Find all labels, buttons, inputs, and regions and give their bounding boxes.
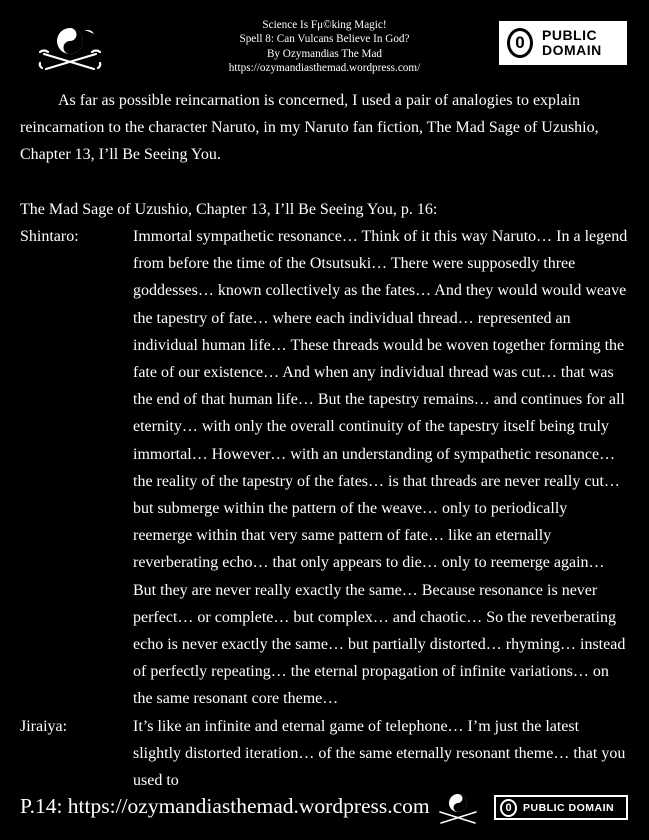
header-url: https://ozymandiasthemad.wordpress.com/	[228, 61, 421, 74]
speech-text: Immortal sympathetic resonance… Think of it this way Naruto… In a legend from before the time of the Otsutsuki… There were supposedly three goddesses… known collectively as the fates… And they would would weave the tapestry of fate… where each individual thread… represented an individual human life… These threads would be woven together forming the fate of our existence… And when any individual thread was cut… that was the end of that human life… But the tapestry remains… and continues for all eternity… with only the overall continuity of the tapestry itself being truly immortal… However… with an understanding of sympathetic resonance… the reality of the tapestry of the fates… is that threads are never really cut… but submerge within the pattern of the weave… only to periodically reemerge within that very same pattern of fate… like an eternally reverberating echo… that only appears to die… only to reemerge again… But they are never really exactly the same… Because resonance is never perfect… or complete… but complex… and chaotic… So the reverberating echo is never exactly the same… but partially distorted… rhyming… instead of perfectly repeating… the eternal propagation of infinite variations… on the same resonant core theme…	[133, 228, 628, 708]
intro-paragraph: As far as possible reincarnation is concerned, I used a pair of analogies to explain reincarnation to the character Naruto, in my Naruto fan fiction, The Mad Sage of Uzushio, Chapter 13, I’ll Be Seeing You.	[20, 92, 599, 164]
book-title: Science Is Fμ©king Magic!	[262, 19, 387, 31]
paragraph-spacer	[20, 169, 630, 196]
citation-line: The Mad Sage of Uzushio, Chapter 13, I’ll Be Seeing You, p. 16:	[20, 200, 438, 218]
dialogue-entry	[20, 223, 630, 713]
footer-yin-yang-pirate-logo-icon	[435, 792, 481, 826]
footer-page-url: P.14: https://ozymandiasthemad.wordpress.com	[20, 794, 430, 818]
yin-yang-pirate-logo-icon	[34, 24, 106, 74]
speech-text: It’s like an infinite and eternal game of telephone… I’m just the latest slightly distorted iteration… of the same eternally resonant theme… that you used to	[133, 717, 626, 790]
speaker-name: Shintaro:	[20, 228, 79, 245]
spell-title: Spell 8: Can Vulcans Believe In God?	[239, 33, 410, 46]
footer-public-domain-zero-icon: 0	[500, 799, 517, 817]
speaker-name: Jiraiya:	[20, 717, 68, 735]
page-body	[20, 87, 630, 794]
dialogue-entry	[20, 713, 630, 795]
public-domain-label-line2: DOMAIN	[542, 42, 602, 58]
author-line: By Ozymandias The Mad	[266, 47, 383, 60]
public-domain-badge	[499, 21, 627, 65]
public-domain-label-line1: PUBLIC	[542, 27, 598, 43]
footer-public-domain-label: PUBLIC DOMAIN	[523, 801, 615, 814]
public-domain-zero-icon: 0	[507, 28, 533, 58]
public-domain-label	[542, 28, 602, 58]
footer-public-domain-badge	[494, 795, 628, 820]
